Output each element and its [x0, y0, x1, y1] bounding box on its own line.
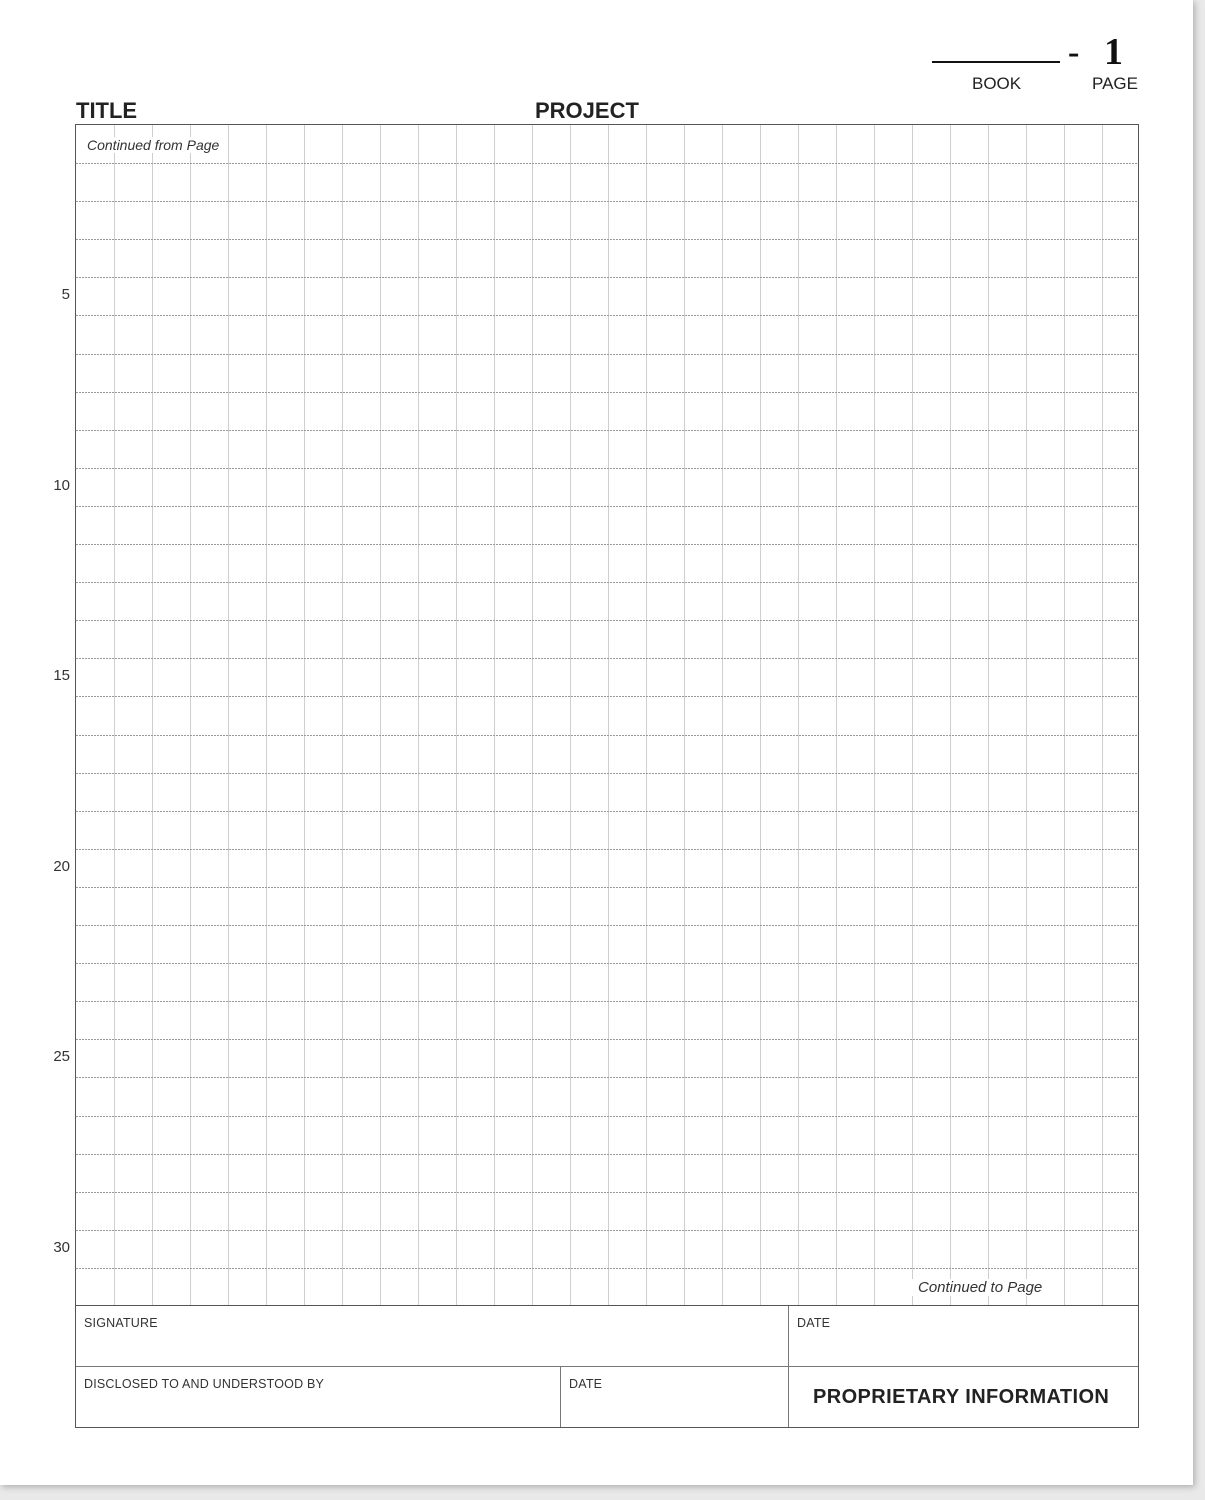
title-label: TITLE — [76, 98, 138, 123]
project-label: PROJECT — [535, 98, 639, 123]
proprietary-cell — [789, 1367, 1138, 1427]
book-number-blank — [932, 61, 1060, 63]
line-number: 15 — [53, 667, 70, 684]
signature-block — [75, 1305, 1139, 1428]
page-number: 1 — [1104, 31, 1123, 73]
proprietary-information-label: PROPRIETARY INFORMATION — [813, 1386, 1110, 1408]
page-label: PAGE — [1092, 74, 1138, 93]
book-label: BOOK — [972, 74, 1022, 93]
signature-field — [76, 1306, 789, 1367]
line-number: 10 — [53, 477, 70, 494]
line-number: 5 — [61, 286, 70, 303]
grid-lines — [76, 125, 1139, 1305]
disclosed-field — [76, 1367, 561, 1427]
continued-from-label: Continued from Page — [87, 137, 223, 153]
signature-date-label: DATE — [797, 1316, 831, 1330]
graph-grid — [75, 124, 1139, 1305]
disclosed-date-label: DATE — [569, 1377, 603, 1391]
book-page-separator: - — [1068, 34, 1080, 71]
signature-date-field — [789, 1306, 1138, 1367]
continued-to-label: Continued to Page — [912, 1279, 1048, 1296]
disclosed-label: DISCLOSED TO AND UNDERSTOOD BY — [84, 1377, 325, 1391]
disclosed-date-field — [561, 1367, 789, 1427]
line-number: 30 — [53, 1239, 70, 1256]
line-number: 20 — [53, 858, 70, 875]
line-number: 25 — [53, 1048, 70, 1065]
signature-label: SIGNATURE — [84, 1316, 158, 1330]
